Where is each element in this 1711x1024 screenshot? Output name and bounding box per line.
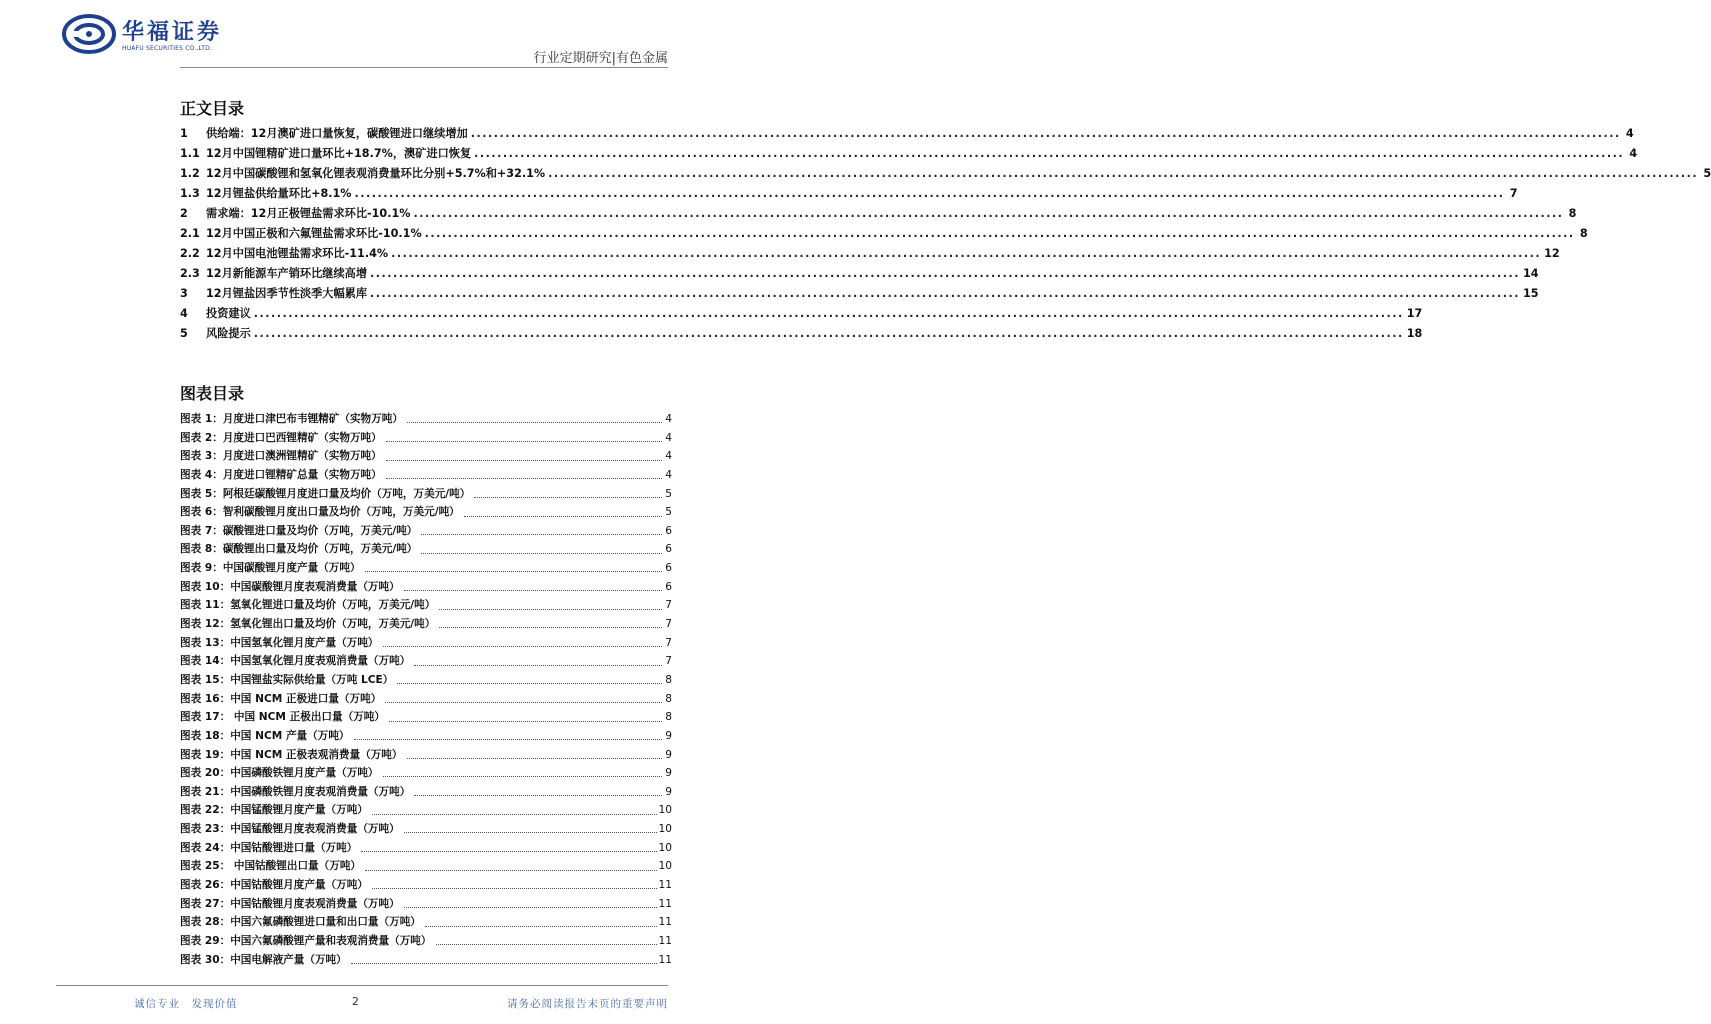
figure-entry-title: 图表 1：月度进口津巴布韦锂精矿（实物万吨）	[180, 413, 403, 425]
figure-entry[interactable]	[180, 653, 672, 672]
figure-entry-page: 6	[665, 580, 672, 593]
figure-entry[interactable]	[180, 952, 672, 971]
toc-entry-title: 12月中国正极和六氟锂盐需求环比-10.1%	[206, 227, 422, 240]
toc-leader-dots: ........................................................................................................................................................................................................	[424, 227, 1575, 240]
toc-entry-title: 需求端：12月正极锂盐需求环比-10.1%	[206, 207, 411, 220]
toc-entry-title: 12月中国碳酸锂和氢氧化锂表观消费量环比分别+5.7%和+32.1%	[206, 167, 546, 180]
figure-entry[interactable]	[180, 635, 672, 654]
figure-entry[interactable]	[180, 821, 672, 840]
figure-entry-page: 4	[665, 468, 672, 481]
figure-entry[interactable]	[180, 765, 672, 784]
figure-entry[interactable]	[180, 877, 672, 896]
figure-entry-title: 图表 2：月度进口巴西锂精矿（实物万吨）	[180, 431, 382, 444]
figure-leader-dots	[361, 850, 656, 852]
figure-entry-title: 图表 30：中国电解液产量（万吨）	[180, 953, 347, 966]
figure-entry-page: 11	[658, 879, 672, 892]
figure-entry-title: 图表 23：中国锰酸锂月度表观消费量（万吨）	[180, 823, 400, 836]
logo-english-name: HUAFU SECURITIES CO.,LTD.	[122, 45, 213, 52]
toc-leader-dots: ........................................................................................................................................................................................................	[253, 327, 1404, 340]
toc-entry[interactable]	[180, 305, 1423, 325]
page-header	[0, 0, 724, 70]
figure-entry-page: 11	[658, 934, 672, 947]
figure-entry-page: 6	[665, 524, 672, 537]
figure-entry[interactable]	[180, 560, 672, 579]
toc-entry[interactable]	[180, 125, 1634, 145]
toc-entry-page: 8	[1579, 227, 1588, 240]
toc-entry-title: 12月中国锂精矿进口量环比+18.7%，澳矿进口恢复	[206, 147, 472, 160]
figure-leader-dots	[365, 570, 662, 572]
toc-entry[interactable]	[180, 185, 1518, 205]
figure-entry-title: 图表 14：中国氢氧化锂月度表观消费量（万吨）	[180, 655, 411, 668]
figure-leader-dots	[404, 589, 662, 591]
figure-entry-page: 7	[665, 599, 672, 612]
figure-entry[interactable]	[180, 467, 672, 486]
figure-leader-dots	[439, 608, 662, 610]
huafu-logo-icon	[62, 14, 116, 54]
figure-entry[interactable]	[180, 448, 672, 467]
figure-entry-page: 4	[665, 450, 672, 463]
figure-leader-dots	[436, 943, 657, 945]
figure-entry[interactable]	[180, 747, 672, 766]
figure-entry-page: 10	[658, 804, 672, 817]
figure-entry-page: 11	[658, 953, 672, 966]
figure-entry-title: 图表 9：中国碳酸锂月度产量（万吨）	[180, 562, 361, 575]
figure-leader-dots	[425, 925, 657, 927]
figure-entry[interactable]	[180, 430, 672, 449]
toc-leader-dots: ........................................................................................................................................................................................................	[548, 167, 1699, 180]
footer-divider	[56, 985, 668, 986]
figure-entry-page: 4	[665, 431, 672, 444]
figure-entry-title: 图表 17： 中国 NCM 正极出口量（万吨）	[180, 711, 385, 724]
toc-entry-number: 1	[180, 127, 188, 140]
figure-leader-dots	[351, 962, 657, 964]
figure-entry-page: 9	[665, 785, 672, 798]
table-of-contents	[180, 125, 1711, 345]
figure-entry-title: 图表 25： 中国钴酸锂出口量（万吨）	[180, 860, 362, 873]
toc-leader-dots: ........................................................................................................................................................................................................	[474, 147, 1625, 160]
figure-entry-title: 图表 21：中国磷酸铁锂月度表观消费量（万吨）	[180, 785, 411, 798]
figure-entry-page: 11	[658, 916, 672, 929]
figure-list-heading: 图表目录	[180, 384, 245, 403]
toc-entry-number: 4	[180, 307, 188, 320]
figure-entry-title: 图表 28：中国六氟磷酸锂进口量和出口量（万吨）	[180, 916, 421, 929]
toc-leader-dots: ........................................................................................................................................................................................................	[354, 187, 1505, 200]
figure-entry[interactable]	[180, 523, 672, 542]
toc-entry-title: 12月中国电池锂盐需求环比-11.4%	[206, 247, 389, 260]
figure-entry-title: 图表 20：中国磷酸铁锂月度产量（万吨）	[180, 767, 379, 780]
figure-entry-title: 图表 12：氢氧化锂出口量及均价（万吨，万美元/吨）	[180, 618, 436, 631]
toc-entry-page: 5	[1703, 167, 1711, 180]
figure-entry-page: 7	[665, 636, 672, 649]
figure-leader-dots	[385, 701, 662, 703]
figure-entry-title: 图表 10：中国碳酸锂月度表观消费量（万吨）	[180, 580, 400, 593]
toc-entry[interactable]	[180, 245, 1560, 265]
toc-entry-number: 1.2	[180, 167, 200, 180]
toc-entry-page: 14	[1523, 267, 1539, 280]
figure-leader-dots	[386, 459, 662, 461]
figure-entry[interactable]	[180, 486, 672, 505]
toc-entry-number: 1.1	[180, 147, 200, 160]
figure-entry[interactable]	[180, 728, 672, 747]
figure-entry[interactable]	[180, 616, 672, 635]
toc-entry-title: 风险提示	[206, 327, 251, 340]
figure-entry-title: 图表 27：中国钴酸锂月度表观消费量（万吨）	[180, 897, 400, 910]
toc-entry[interactable]	[180, 225, 1588, 245]
figure-entry-page: 7	[665, 618, 672, 631]
figure-leader-dots	[414, 664, 662, 666]
toc-entry-page: 4	[1629, 147, 1638, 160]
toc-heading: 正文目录	[180, 99, 245, 118]
figure-entry-page: 8	[665, 673, 672, 686]
figure-entry-page: 6	[665, 543, 672, 556]
figure-leader-dots	[389, 720, 662, 722]
figure-entry-title: 图表 22：中国锰酸锂月度产量（万吨）	[180, 804, 368, 817]
toc-entry[interactable]	[180, 145, 1638, 165]
toc-leader-dots: ........................................................................................................................................................................................................	[470, 127, 1621, 140]
toc-entry-page: 7	[1509, 187, 1518, 200]
toc-entry[interactable]	[180, 265, 1539, 285]
figure-entry-page: 11	[658, 897, 672, 910]
toc-entry-title: 12月锂盐因季节性淡季大幅累库	[206, 287, 368, 300]
toc-entry-number: 2.1	[180, 227, 200, 240]
footer-slogan: 诚信专业 发现价值	[134, 998, 238, 1010]
figure-entry-page: 8	[665, 692, 672, 705]
toc-entry[interactable]	[180, 285, 1539, 305]
toc-entry-number: 5	[180, 327, 188, 340]
figure-entry-title: 图表 13：中国氢氧化锂月度产量（万吨）	[180, 636, 379, 649]
figure-leader-dots	[372, 887, 657, 889]
toc-leader-dots: ........................................................................................................................................................................................................	[391, 247, 1542, 260]
toc-entry-page: 15	[1523, 287, 1539, 300]
figure-entry-page: 10	[658, 841, 672, 854]
footer-disclaimer: 请务必阅读报告末页的重要声明	[507, 998, 668, 1010]
figure-entry[interactable]	[180, 933, 672, 952]
figure-entry-title: 图表 5：阿根廷碳酸锂月度进口量及均价（万吨，万美元/吨）	[180, 487, 471, 500]
figure-entry-title: 图表 4：月度进口锂精矿总量（实物万吨）	[180, 468, 382, 481]
figure-leader-dots	[354, 738, 662, 740]
figure-entry[interactable]	[180, 858, 672, 877]
toc-entry-number: 2.2	[180, 247, 200, 260]
figure-leader-dots	[404, 906, 657, 908]
figure-entry-page: 7	[665, 655, 672, 668]
figure-entry-page: 9	[665, 729, 672, 742]
figure-entry-page: 10	[658, 860, 672, 873]
figure-entry[interactable]	[180, 802, 672, 821]
figure-leader-dots	[365, 869, 656, 871]
toc-entry-number: 2	[180, 207, 188, 220]
toc-leader-dots: ........................................................................................................................................................................................................	[370, 287, 1521, 300]
toc-entry[interactable]	[180, 325, 1423, 345]
figure-entry[interactable]	[180, 784, 672, 803]
toc-entry-page: 18	[1406, 327, 1423, 340]
toc-entry-page: 17	[1406, 307, 1423, 320]
toc-entry[interactable]	[180, 165, 1711, 185]
toc-entry-title: 12月新能源车产销环比继续高增	[206, 267, 368, 280]
figure-leader-dots	[421, 533, 662, 535]
figure-entry-page: 5	[665, 487, 672, 500]
figure-entry-page: 9	[665, 748, 672, 761]
toc-entry-title: 投资建议	[206, 307, 251, 320]
figure-entry-title: 图表 19：中国 NCM 正极表观消费量（万吨）	[180, 748, 403, 761]
figure-entry[interactable]	[180, 579, 672, 598]
figure-leader-dots	[404, 831, 657, 833]
figure-leader-dots	[407, 421, 662, 423]
figure-entry[interactable]	[180, 840, 672, 859]
figure-entry-page: 6	[665, 562, 672, 575]
figure-entry-title: 图表 18：中国 NCM 产量（万吨）	[180, 729, 350, 742]
figure-leader-dots	[407, 757, 663, 759]
figure-leader-dots	[372, 813, 657, 815]
figure-leader-dots	[383, 645, 662, 647]
toc-entry-number: 2.3	[180, 267, 200, 280]
figure-entry[interactable]	[180, 541, 672, 560]
figure-entry-title: 图表 15：中国锂盐实际供给量（万吨 LCE）	[180, 673, 394, 686]
figure-entry-page: 9	[665, 767, 672, 780]
figure-entry[interactable]	[180, 914, 672, 933]
toc-leader-dots: ........................................................................................................................................................................................................	[413, 207, 1564, 220]
figure-entry[interactable]	[180, 597, 672, 616]
figure-entry-page: 8	[665, 711, 672, 724]
figure-entry-page: 10	[658, 823, 672, 836]
figure-entry[interactable]	[180, 896, 672, 915]
toc-entry[interactable]	[180, 205, 1577, 225]
huafu-logo	[62, 14, 252, 58]
figure-entry-title: 图表 29：中国六氟磷酸锂产量和表观消费量（万吨）	[180, 934, 432, 947]
figure-entry[interactable]	[180, 504, 672, 523]
header-divider	[180, 67, 668, 68]
figure-entry-title: 图表 8：碳酸锂出口量及均价（万吨，万美元/吨）	[180, 543, 418, 556]
figure-leader-dots	[397, 682, 662, 684]
figure-list	[180, 411, 672, 970]
figure-entry-title: 图表 7：碳酸锂进口量及均价（万吨，万美元/吨）	[180, 524, 418, 537]
figure-entry[interactable]	[180, 691, 672, 710]
figure-leader-dots	[474, 496, 662, 498]
figure-entry-title: 图表 6：智利碳酸锂月度出口量及均价（万吨，万美元/吨）	[180, 506, 460, 519]
figure-entry[interactable]	[180, 709, 672, 728]
page-number: 2	[352, 995, 359, 1008]
toc-entry-page: 8	[1568, 207, 1577, 220]
toc-entry-number: 3	[180, 287, 188, 300]
figure-entry-title: 图表 16：中国 NCM 正极进口量（万吨）	[180, 692, 382, 705]
figure-leader-dots	[414, 794, 662, 796]
figure-entry[interactable]	[180, 411, 672, 430]
report-type: 行业定期研究|有色金属	[533, 51, 668, 66]
toc-entry-number: 1.3	[180, 187, 200, 200]
figure-leader-dots	[464, 515, 662, 517]
toc-leader-dots: ........................................................................................................................................................................................................	[370, 267, 1521, 280]
figure-leader-dots	[439, 626, 662, 628]
figure-leader-dots	[383, 775, 662, 777]
toc-entry-page: 4	[1625, 127, 1634, 140]
toc-entry-title: 12月锂盐供给量环比+8.1%	[206, 187, 352, 200]
figure-entry-title: 图表 24：中国钴酸锂进口量（万吨）	[180, 841, 358, 854]
toc-entry-title: 供给端：12月澳矿进口量恢复，碳酸锂进口继续增加	[206, 127, 468, 140]
figure-entry[interactable]	[180, 672, 672, 691]
figure-entry-title: 图表 3：月度进口澳洲锂精矿（实物万吨）	[180, 450, 382, 463]
toc-entry-page: 12	[1544, 247, 1560, 260]
figure-entry-title: 图表 26：中国钴酸锂月度产量（万吨）	[180, 879, 368, 892]
logo-chinese-name: 华福证券	[122, 20, 223, 45]
figure-leader-dots	[386, 477, 662, 479]
figure-leader-dots	[386, 440, 662, 442]
toc-leader-dots: ........................................................................................................................................................................................................	[253, 307, 1404, 320]
figure-entry-page: 4	[665, 413, 672, 425]
figure-leader-dots	[421, 552, 662, 554]
figure-entry-title: 图表 11：氢氧化锂进口量及均价（万吨，万美元/吨）	[180, 599, 436, 612]
figure-entry-page: 5	[665, 506, 672, 519]
